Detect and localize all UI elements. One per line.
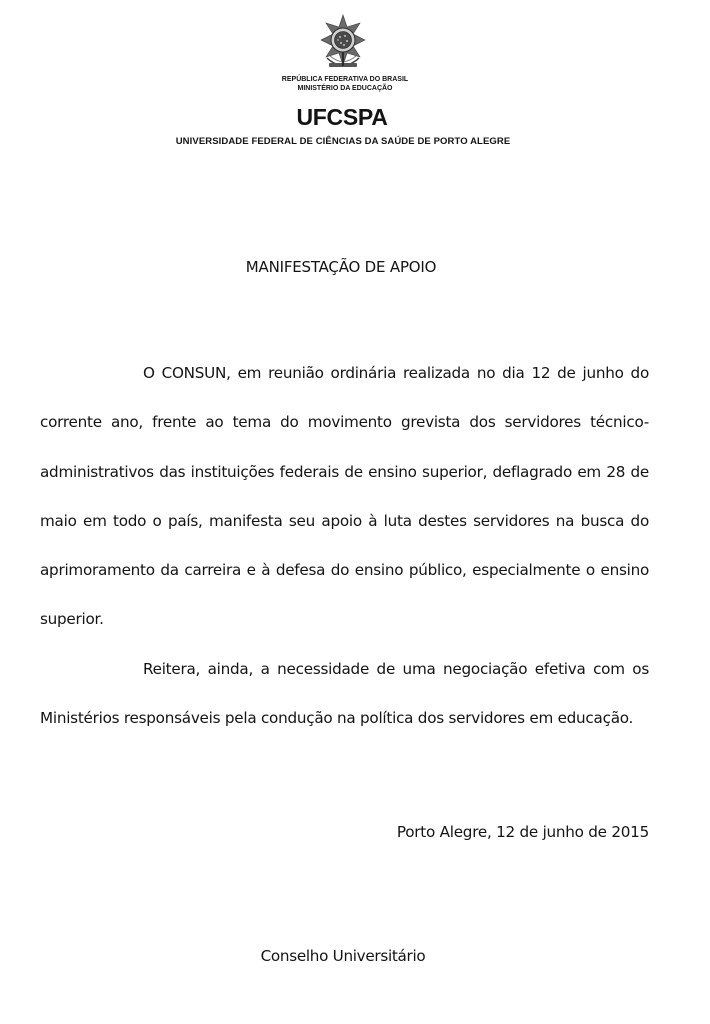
place-and-date: Porto Alegre, 12 de junho de 2015	[396, 823, 649, 841]
signature: Conselho Universitário	[260, 947, 426, 965]
header-republica: REPÚBLICA FEDERATIVA DO BRASIL	[281, 76, 409, 83]
document-body	[40, 349, 649, 743]
brazil-coat-of-arms-icon	[319, 14, 367, 70]
body-paragraph-1: O CONSUN, em reunião ordinária realizada no dia 12 de junho do corrente ano, frente ao tema do movimento grevista dos servidores técnico-administrativos das instituições federais de ensino superior, deflagrado em 28 de maio em todo o país, manifesta seu apoio à luta destes servidores na busca do aprimoramento da carreira e à defesa do ensino público, especialmente o ensino superior.	[40, 364, 649, 629]
document-title: MANIFESTAÇÃO DE APOIO	[245, 258, 437, 276]
body-paragraph-2: Reitera, ainda, a necessidade de uma negociação efetiva com os Ministérios responsáveis pela condução na política dos servidores em educação.	[40, 659, 649, 728]
header-ministerio: MINISTÉRIO DA EDUCAÇÃO	[297, 85, 393, 92]
header-acronym: UFCSPA	[296, 104, 388, 130]
header-university-name: UNIVERSIDADE FEDERAL DE CIÊNCIAS DA SAÚDE DE PORTO ALEGRE	[175, 136, 511, 147]
